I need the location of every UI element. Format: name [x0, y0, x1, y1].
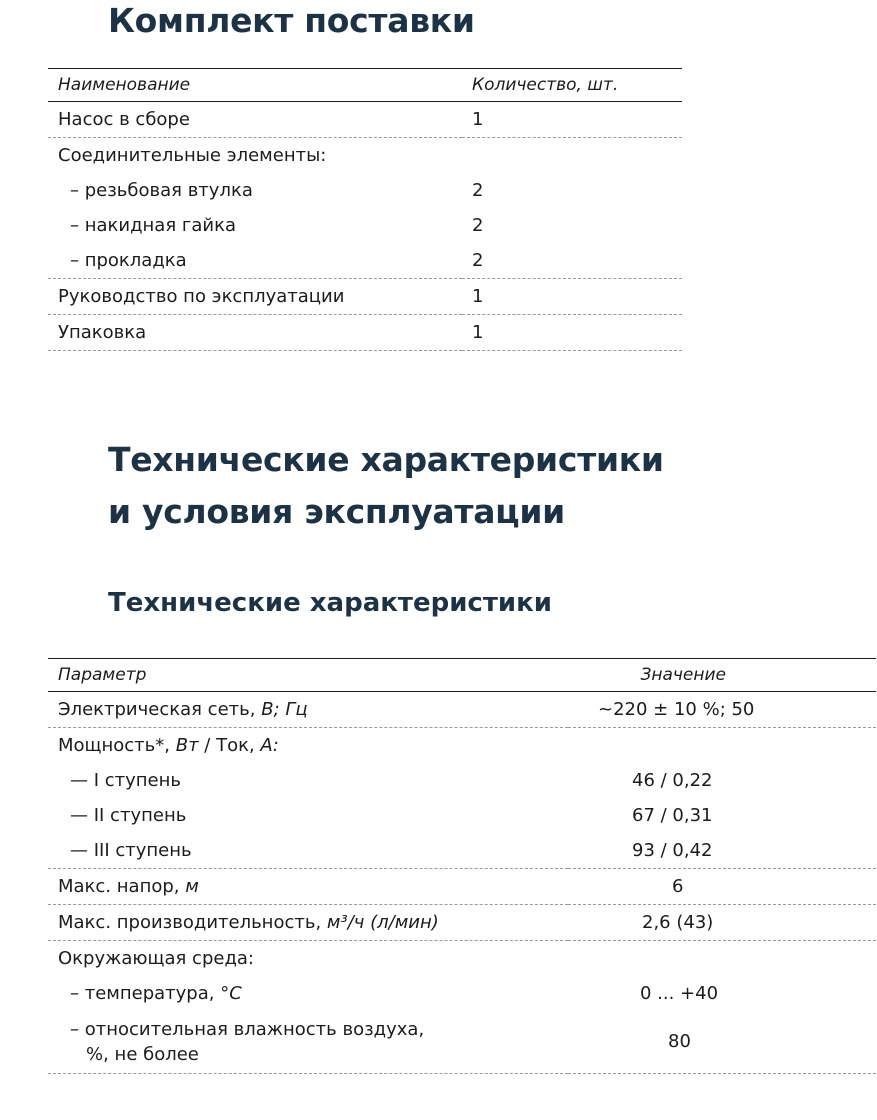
kit-item-name: Руководство по эксплуатации	[48, 279, 462, 315]
tech-title-line1: Технические характеристики	[108, 440, 664, 479]
table-row	[48, 976, 876, 1011]
param-stage2: — II ступень	[70, 805, 187, 826]
value-stage2: 67 / 0,31	[632, 805, 713, 826]
param-stage3: — III ступень	[48, 833, 568, 869]
kit-item-name: – накидная гайка	[70, 215, 236, 236]
tech-table-header	[48, 659, 876, 692]
tech-subtitle: Технические характеристики	[108, 588, 552, 618]
kit-item-name: Упаковка	[48, 315, 462, 351]
table-row	[48, 243, 682, 279]
value-stage1: 46 / 0,22	[632, 770, 713, 791]
kit-item-name: Насос в сборе	[48, 102, 462, 138]
table-row	[48, 279, 682, 315]
tech-header-value: Значение	[640, 665, 726, 685]
kit-item-name: Соединительные элементы:	[58, 145, 327, 166]
kit-item-qty: 1	[462, 279, 682, 315]
table-row	[48, 833, 876, 869]
param-humidity: – относительная влажность воздуха, %, не более	[48, 1011, 568, 1073]
kit-header-qty: Количество, шт.	[462, 69, 682, 102]
kit-item-name: – резьбовая втулка	[70, 180, 253, 201]
kit-item-qty: 1	[462, 315, 682, 351]
param-power: Мощность*, Вт / Ток, А:	[58, 735, 279, 756]
kit-header-name: Наименование	[48, 69, 462, 102]
kit-item-name: – прокладка	[48, 243, 462, 279]
param-flow: Макс. производительность, м³/ч (л/мин)	[48, 905, 568, 941]
table-row	[48, 728, 876, 764]
kit-item-qty: 2	[472, 215, 484, 236]
kit-table	[48, 68, 682, 351]
kit-title: Комплект поставки	[108, 1, 475, 40]
table-row	[48, 102, 682, 138]
table-row	[48, 1011, 876, 1073]
value-network: ~220 ± 10 %; 50	[568, 692, 876, 728]
tech-title-line2: и условия эксплуатации	[108, 492, 565, 531]
kit-item-qty: 1	[462, 102, 682, 138]
table-row	[48, 905, 876, 941]
table-row	[48, 208, 682, 243]
table-row	[48, 138, 682, 174]
value-stage3: 93 / 0,42	[568, 833, 876, 869]
table-row	[48, 315, 682, 351]
kit-item-qty: 2	[472, 180, 484, 201]
table-row	[48, 941, 876, 977]
param-env: Окружающая среда:	[58, 948, 254, 969]
value-head: 6	[568, 869, 876, 905]
table-row	[48, 798, 876, 833]
tech-table	[48, 658, 876, 1074]
table-row	[48, 173, 682, 208]
value-temp: 0 ... +40	[640, 983, 719, 1004]
kit-item-qty: 2	[462, 243, 682, 279]
tech-header-param: Параметр	[48, 659, 568, 692]
table-row	[48, 763, 876, 798]
table-row	[48, 692, 876, 728]
param-head: Макс. напор, м	[48, 869, 568, 905]
param-network: Электрическая сеть, В; Гц	[48, 692, 568, 728]
kit-table-header	[48, 69, 682, 102]
value-humidity: 80	[568, 1011, 876, 1073]
table-row	[48, 869, 876, 905]
value-flow: 2,6 (43)	[568, 905, 876, 941]
param-stage1: — I ступень	[70, 770, 182, 791]
param-temp: – температура, °C	[70, 983, 242, 1004]
kit-item-qty	[462, 138, 682, 174]
